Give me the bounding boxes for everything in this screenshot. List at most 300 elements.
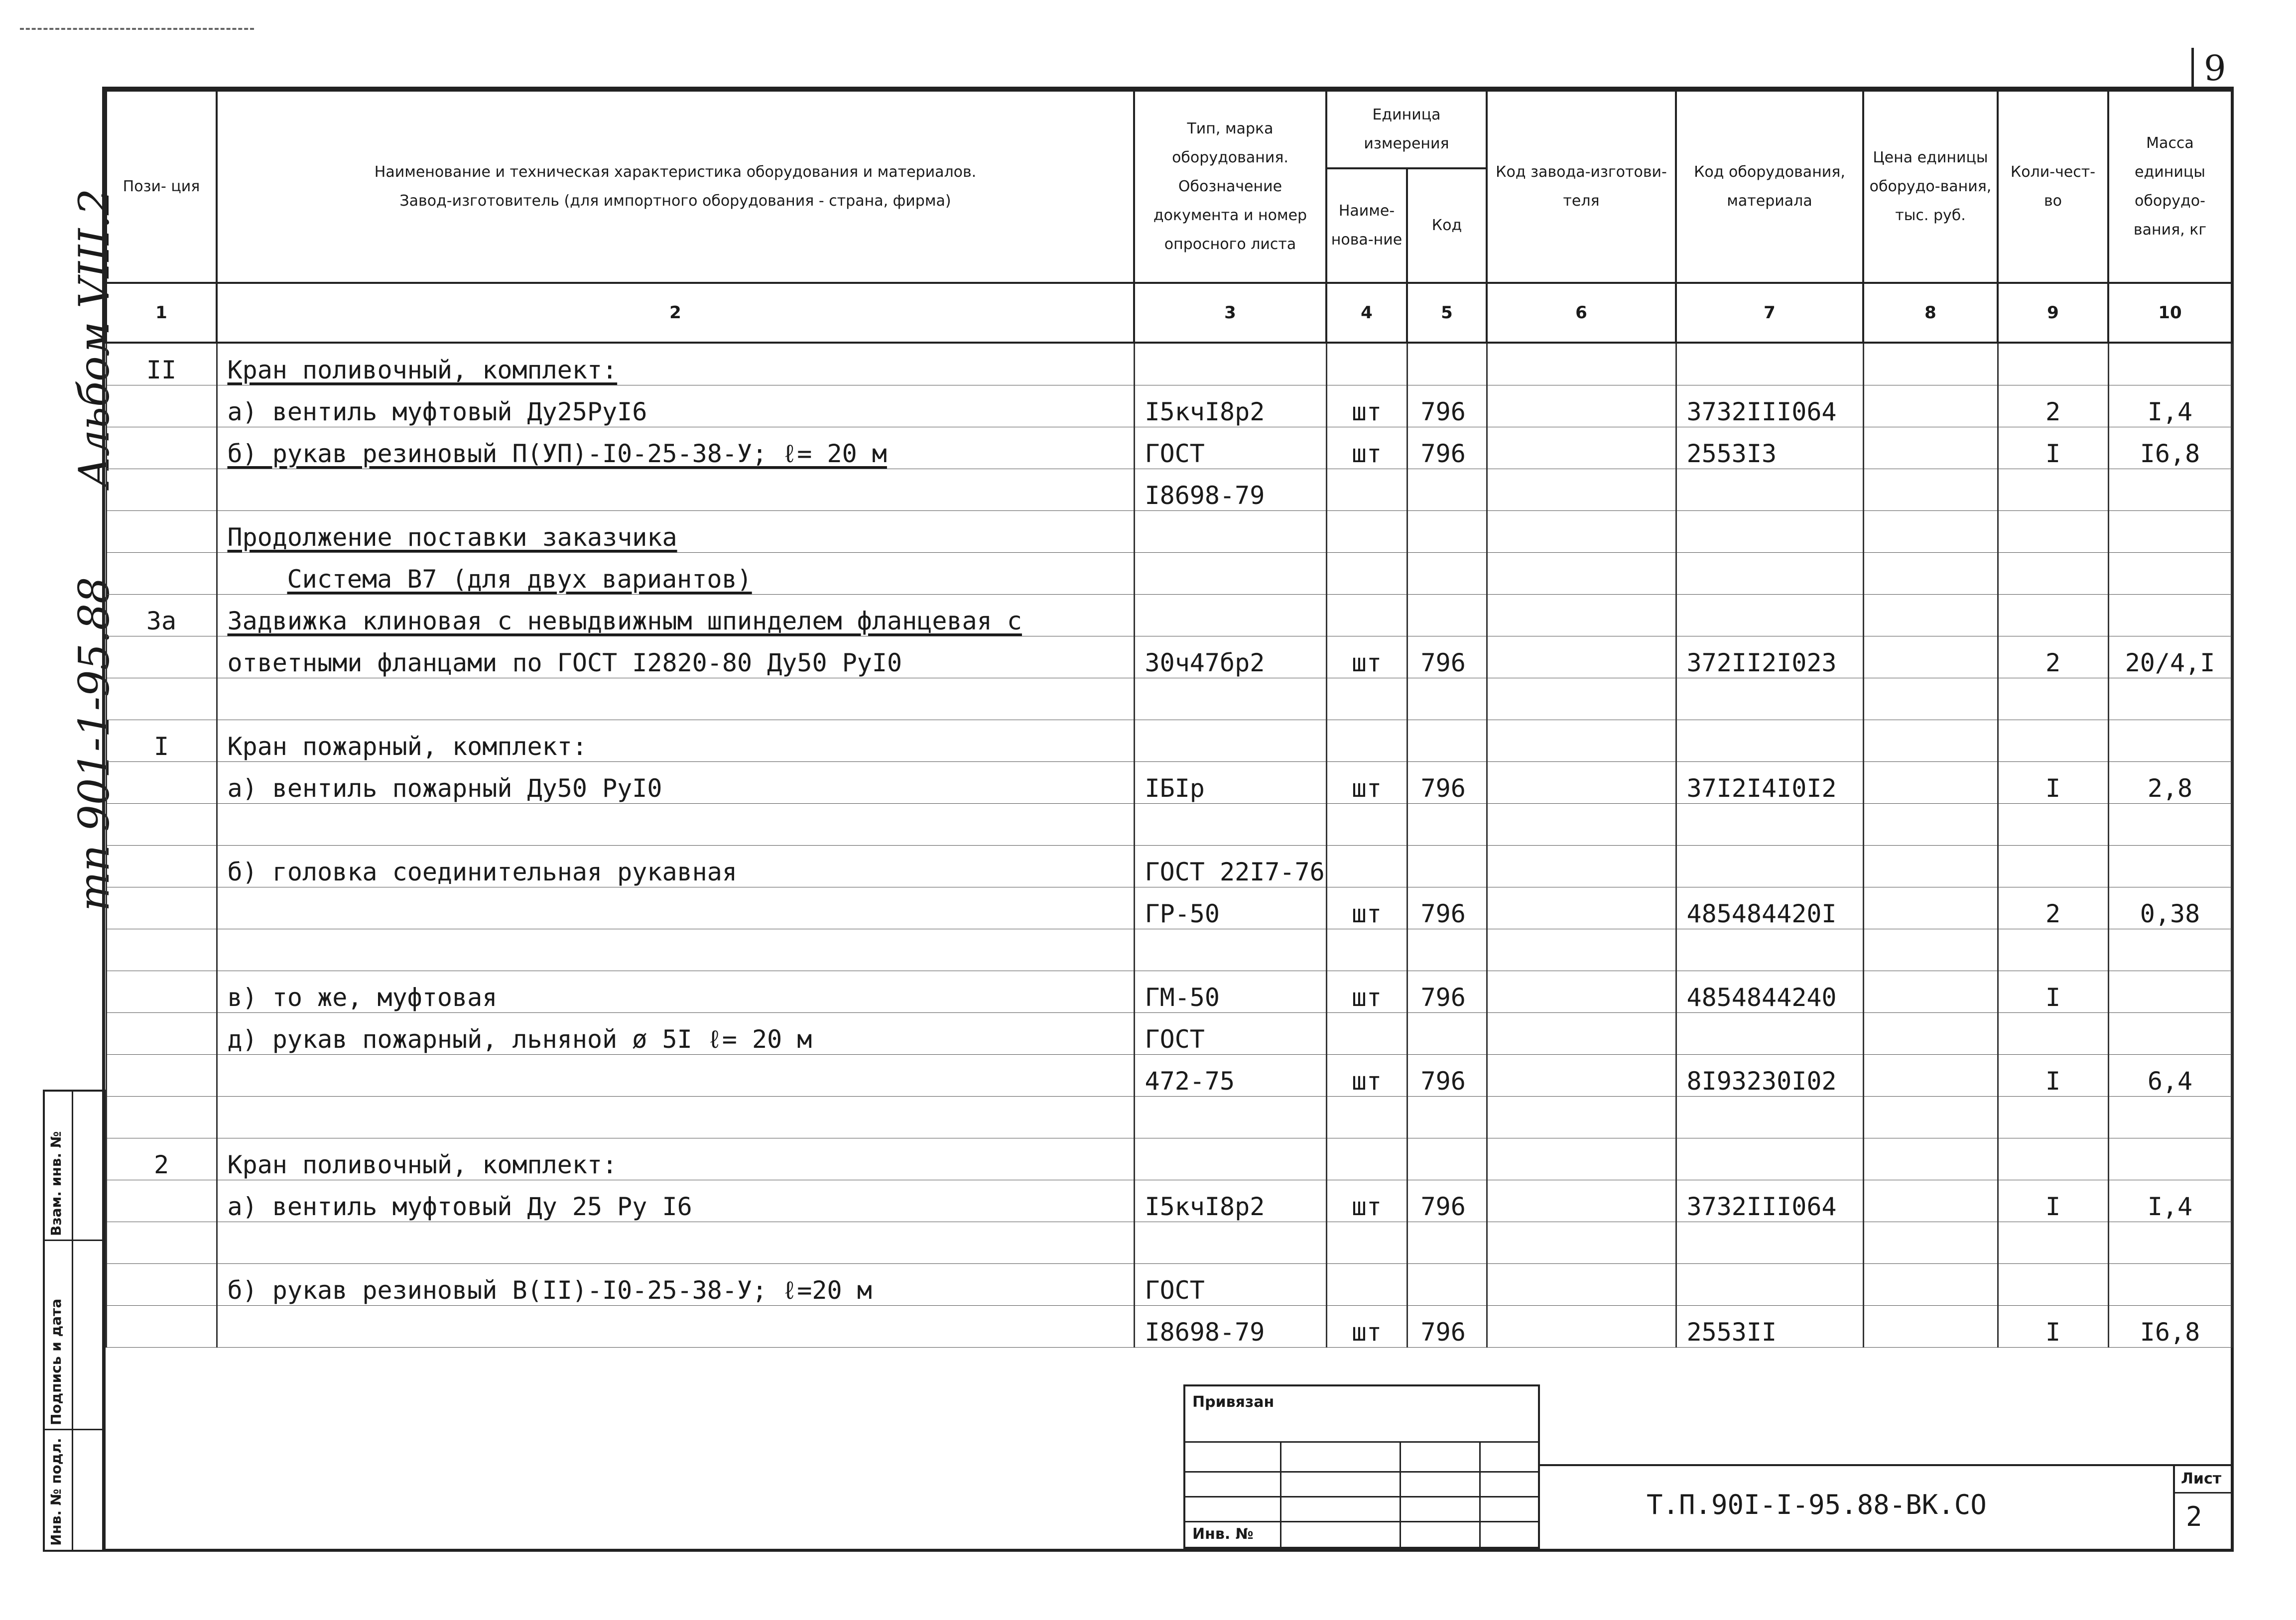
sheet-number: 2 (2186, 1501, 2202, 1532)
row-position (106, 846, 217, 887)
row-unit: шт (1326, 427, 1407, 469)
table-row (106, 1264, 2232, 1306)
row-equipment-code (1676, 1097, 1863, 1138)
row-unit: шт (1326, 1055, 1407, 1097)
column-number: 8 (1863, 283, 1998, 343)
row-price (1863, 929, 1998, 971)
row-equipment-code: 8I93230I02 (1676, 1055, 1863, 1097)
title-block (1183, 1384, 2231, 1552)
row-unit: шт (1326, 971, 1407, 1013)
row-factory-code (1487, 887, 1676, 929)
row-equipment-code (1676, 553, 1863, 595)
row-mass (2108, 511, 2232, 553)
column-number: 9 (1998, 283, 2108, 343)
table-row (106, 720, 2232, 762)
row-name (217, 1055, 1134, 1097)
column-number: 6 (1487, 283, 1676, 343)
row-quantity: 2 (1998, 385, 2108, 427)
header-price: Цена единицы оборудо-вания, тыс. руб. (1863, 91, 1998, 283)
column-number: 1 (106, 283, 217, 343)
table-row (106, 553, 2232, 595)
row-position (106, 887, 217, 929)
row-unit-code (1407, 678, 1487, 720)
row-mass (2108, 595, 2232, 636)
row-price (1863, 343, 1998, 385)
row-unit (1326, 1013, 1407, 1055)
column-number: 5 (1407, 283, 1487, 343)
row-price (1863, 1097, 1998, 1138)
row-type: I5кчI8р2 (1134, 385, 1326, 427)
row-price (1863, 469, 1998, 511)
row-quantity (1998, 846, 2108, 887)
row-name: ответными фланцами по ГОСТ I2820-80 Ду50 РуI0 (217, 636, 1134, 678)
row-type (1134, 595, 1326, 636)
table-row (106, 469, 2232, 511)
row-position (106, 804, 217, 846)
row-unit-code (1407, 1222, 1487, 1264)
row-factory-code (1487, 762, 1676, 804)
row-type (1134, 553, 1326, 595)
header-factory-code: Код завода-изготови-теля (1487, 91, 1676, 283)
table-row (106, 846, 2232, 887)
row-unit (1326, 678, 1407, 720)
row-price (1863, 971, 1998, 1013)
row-name: а) вентиль пожарный Ду50 РуI0 (217, 762, 1134, 804)
row-price (1863, 511, 1998, 553)
privyazan-label: Привязан (1192, 1393, 1275, 1411)
row-unit-code: 796 (1407, 971, 1487, 1013)
row-unit (1326, 553, 1407, 595)
table-row (106, 929, 2232, 971)
row-factory-code (1487, 553, 1676, 595)
row-unit-code (1407, 343, 1487, 385)
row-unit (1326, 846, 1407, 887)
row-type: ГОСТ (1134, 1264, 1326, 1306)
row-quantity (1998, 929, 2108, 971)
row-mass: I6,8 (2108, 1306, 2232, 1348)
row-mass: 20/4,I (2108, 636, 2232, 678)
row-equipment-code: 372II2I023 (1676, 636, 1863, 678)
row-unit: шт (1326, 887, 1407, 929)
row-quantity (1998, 1013, 2108, 1055)
row-position (106, 1013, 217, 1055)
row-equipment-code: 3732III064 (1676, 385, 1863, 427)
row-unit-code (1407, 929, 1487, 971)
row-unit: шт (1326, 636, 1407, 678)
row-name: а) вентиль муфтовый Ду 25 Ру I6 (217, 1180, 1134, 1222)
row-unit: шт (1326, 1306, 1407, 1348)
row-quantity (1998, 595, 2108, 636)
header-unit-name: Наиме-нова-ние (1326, 168, 1407, 283)
table-row (106, 511, 2232, 553)
table-row (106, 678, 2232, 720)
row-type: ГМ-50 (1134, 971, 1326, 1013)
row-name (217, 678, 1134, 720)
table-header-row (106, 91, 2232, 168)
row-quantity: I (1998, 971, 2108, 1013)
row-equipment-code (1676, 678, 1863, 720)
row-type: 30ч47бр2 (1134, 636, 1326, 678)
row-name: б) рукав резиновый В(II)-I0-25-38-У; ℓ=20 м (217, 1264, 1134, 1306)
row-name-text: Кран поливочный, комплект: (227, 356, 618, 384)
row-type: ГОСТ 22I7-76 (1134, 846, 1326, 887)
row-price (1863, 427, 1998, 469)
row-mass (2108, 720, 2232, 762)
row-position (106, 469, 217, 511)
row-price (1863, 1180, 1998, 1222)
row-name (217, 1306, 1134, 1348)
row-position (106, 553, 217, 595)
row-position (106, 1264, 217, 1306)
row-factory-code (1487, 343, 1676, 385)
row-name: в) то же, муфтовая (217, 971, 1134, 1013)
row-equipment-code (1676, 720, 1863, 762)
row-price (1863, 1138, 1998, 1180)
row-type (1134, 678, 1326, 720)
row-name (217, 1222, 1134, 1264)
row-factory-code (1487, 1222, 1676, 1264)
row-equipment-code (1676, 1013, 1863, 1055)
row-unit (1326, 929, 1407, 971)
row-type: 472-75 (1134, 1055, 1326, 1097)
row-equipment-code (1676, 511, 1863, 553)
grid-line (1185, 1496, 1538, 1497)
row-name (217, 553, 1134, 595)
row-unit (1326, 511, 1407, 553)
row-position (106, 511, 217, 553)
row-equipment-code (1676, 1264, 1863, 1306)
row-unit (1326, 720, 1407, 762)
column-number: 3 (1134, 283, 1326, 343)
grid-line (1185, 1521, 1538, 1522)
table-row (106, 1180, 2232, 1222)
row-name: д) рукав пожарный, льняной ø 5I ℓ= 20 м (217, 1013, 1134, 1055)
row-name-text: Система В7 (для двух вариантов) (287, 565, 752, 594)
table-row (106, 636, 2232, 678)
row-type: ГОСТ (1134, 427, 1326, 469)
row-mass (2108, 971, 2232, 1013)
table-row (106, 1055, 2232, 1097)
row-name (217, 511, 1134, 553)
row-equipment-code (1676, 846, 1863, 887)
row-position (106, 1180, 217, 1222)
row-unit-code (1407, 1013, 1487, 1055)
strip-cell-sign-date (45, 1241, 104, 1430)
row-name-text: Продолжение поставки заказчика (227, 523, 677, 552)
header-type: Тип, марка оборудования. Обозначение документа и номер опросного листа (1134, 91, 1326, 283)
row-equipment-code: 4854844240 (1676, 971, 1863, 1013)
row-mass (2108, 678, 2232, 720)
row-price (1863, 553, 1998, 595)
row-mass: I,4 (2108, 1180, 2232, 1222)
row-factory-code (1487, 804, 1676, 846)
row-equipment-code (1676, 1138, 1863, 1180)
row-factory-code (1487, 636, 1676, 678)
page-number-box (2191, 48, 2234, 90)
row-position (106, 929, 217, 971)
row-name: Кран пожарный, комплект: (217, 720, 1134, 762)
row-factory-code (1487, 929, 1676, 971)
row-type: ГР-50 (1134, 887, 1326, 929)
table-row (106, 595, 2232, 636)
row-type: I8698-79 (1134, 1306, 1326, 1348)
row-position (106, 971, 217, 1013)
row-price (1863, 1013, 1998, 1055)
row-type (1134, 511, 1326, 553)
row-mass (2108, 804, 2232, 846)
row-name (217, 343, 1134, 385)
row-unit-code (1407, 553, 1487, 595)
row-mass (2108, 553, 2232, 595)
row-position (106, 636, 217, 678)
row-position (106, 678, 217, 720)
row-factory-code (1487, 1013, 1676, 1055)
row-position (106, 385, 217, 427)
privyazan-box (1183, 1384, 1540, 1549)
row-position: II (106, 343, 217, 385)
row-price (1863, 1306, 1998, 1348)
row-unit (1326, 343, 1407, 385)
row-factory-code (1487, 1055, 1676, 1097)
row-unit (1326, 1138, 1407, 1180)
row-price (1863, 678, 1998, 720)
page-number: 9 (2204, 48, 2226, 89)
row-unit (1326, 1097, 1407, 1138)
row-unit (1326, 804, 1407, 846)
row-unit-code: 796 (1407, 1306, 1487, 1348)
row-type (1134, 343, 1326, 385)
table-row (106, 804, 2232, 846)
row-position (106, 1097, 217, 1138)
row-mass (2108, 1222, 2232, 1264)
row-mass (2108, 343, 2232, 385)
row-factory-code (1487, 385, 1676, 427)
row-price (1863, 887, 1998, 929)
album-label: Альбом VIII.2 (70, 188, 119, 488)
row-unit (1326, 1222, 1407, 1264)
table-row (106, 1013, 2232, 1055)
inv-number-label: Инв. № (1192, 1525, 1254, 1543)
header-name-line2: Завод-изготовитель (для импортного оборудования - страна, фирма) (399, 192, 951, 210)
row-quantity (1998, 511, 2108, 553)
header-name (217, 91, 1134, 283)
table-row (106, 971, 2232, 1013)
row-equipment-code (1676, 595, 1863, 636)
row-name (217, 887, 1134, 929)
row-factory-code (1487, 846, 1676, 887)
row-unit-code: 796 (1407, 887, 1487, 929)
row-factory-code (1487, 469, 1676, 511)
row-equipment-code: 3732III064 (1676, 1180, 1863, 1222)
strip-label-sign-date: Подпись и дата (48, 1298, 64, 1425)
row-position (106, 1055, 217, 1097)
row-price (1863, 636, 1998, 678)
project-code-vertical: тп 901-1-95.88 (70, 577, 119, 911)
row-equipment-code: 2553II (1676, 1306, 1863, 1348)
row-position (106, 1222, 217, 1264)
row-position: I (106, 720, 217, 762)
row-unit: шт (1326, 385, 1407, 427)
row-quantity: I (1998, 762, 2108, 804)
row-quantity: 2 (1998, 636, 2108, 678)
row-quantity (1998, 804, 2108, 846)
row-name (217, 427, 1134, 469)
row-position: 2 (106, 1138, 217, 1180)
row-unit-code (1407, 804, 1487, 846)
table-row (106, 887, 2232, 929)
scan-artifact-line (20, 28, 254, 30)
header-unit-group: Единица измерения (1326, 91, 1487, 168)
row-factory-code (1487, 1138, 1676, 1180)
row-type: I5кчI8р2 (1134, 1180, 1326, 1222)
table-row (106, 762, 2232, 804)
row-factory-code (1487, 971, 1676, 1013)
table-row (106, 1097, 2232, 1138)
row-type (1134, 720, 1326, 762)
row-price (1863, 1222, 1998, 1264)
table-row (106, 427, 2232, 469)
specification-table (105, 90, 2233, 1348)
header-equipment-code: Код оборудования, материала (1676, 91, 1863, 283)
row-mass (2108, 1013, 2232, 1055)
row-price (1863, 1264, 1998, 1306)
strip-cell-inv-replace (45, 1092, 104, 1241)
row-name-text: б) рукав резиновый П(УП)-I0-25-38-У; ℓ= 20 м (227, 439, 887, 468)
grid-line (1479, 1441, 1481, 1547)
row-quantity (1998, 343, 2108, 385)
row-equipment-code (1676, 343, 1863, 385)
row-price (1863, 846, 1998, 887)
table-row (106, 385, 2232, 427)
row-type (1134, 1097, 1326, 1138)
row-unit-code (1407, 469, 1487, 511)
row-price (1863, 720, 1998, 762)
row-mass (2108, 469, 2232, 511)
row-unit-code (1407, 1097, 1487, 1138)
strip-label-inv-replace: Взам. инв. № (48, 1131, 64, 1236)
row-factory-code (1487, 1306, 1676, 1348)
row-quantity: I (1998, 1055, 2108, 1097)
header-mass: Масса единицы оборудо-вания, кг (2108, 91, 2232, 283)
row-type: ГОСТ (1134, 1013, 1326, 1055)
side-stamp-strip (43, 1090, 106, 1552)
column-number: 2 (217, 283, 1134, 343)
row-factory-code (1487, 1097, 1676, 1138)
row-position (106, 427, 217, 469)
row-mass (2108, 929, 2232, 971)
row-position (106, 1306, 217, 1348)
row-quantity: I (1998, 1180, 2108, 1222)
header-quantity: Коли-чест-во (1998, 91, 2108, 283)
row-factory-code (1487, 595, 1676, 636)
row-quantity: 2 (1998, 887, 2108, 929)
row-mass: 2,8 (2108, 762, 2232, 804)
row-mass (2108, 1138, 2232, 1180)
row-name: Кран поливочный, комплект: (217, 1138, 1134, 1180)
row-name: б) головка соединительная рукавная (217, 846, 1134, 887)
row-factory-code (1487, 1264, 1676, 1306)
sheet-divider (2175, 1492, 2231, 1494)
column-number: 10 (2108, 283, 2232, 343)
row-name (217, 929, 1134, 971)
table-row (106, 343, 2232, 385)
column-number-row (106, 283, 2232, 343)
row-unit-code (1407, 1138, 1487, 1180)
row-mass: I6,8 (2108, 427, 2232, 469)
row-unit-code: 796 (1407, 427, 1487, 469)
row-unit (1326, 1264, 1407, 1306)
row-unit-code (1407, 595, 1487, 636)
row-unit-code: 796 (1407, 762, 1487, 804)
row-position (106, 762, 217, 804)
row-price (1863, 762, 1998, 804)
table-row (106, 1138, 2232, 1180)
title-block-line (1540, 1464, 2231, 1466)
row-unit-code: 796 (1407, 636, 1487, 678)
grid-line (1400, 1441, 1401, 1547)
row-quantity (1998, 1222, 2108, 1264)
row-unit-code (1407, 1264, 1487, 1306)
document-code: Т.П.90I-I-95.88-ВК.СО (1647, 1489, 1987, 1520)
row-unit-code (1407, 511, 1487, 553)
row-unit: шт (1326, 1180, 1407, 1222)
row-name (217, 595, 1134, 636)
row-price (1863, 595, 1998, 636)
row-quantity (1998, 1264, 2108, 1306)
row-price (1863, 1055, 1998, 1097)
row-equipment-code (1676, 804, 1863, 846)
table-body (106, 343, 2232, 1348)
column-number: 7 (1676, 283, 1863, 343)
row-equipment-code (1676, 469, 1863, 511)
row-type (1134, 1138, 1326, 1180)
row-name (217, 804, 1134, 846)
row-type: I8698-79 (1134, 469, 1326, 511)
grid-line (1185, 1441, 1538, 1443)
row-unit-code (1407, 720, 1487, 762)
strip-cell-inv-orig (45, 1430, 104, 1550)
row-name (217, 469, 1134, 511)
row-unit-code: 796 (1407, 1180, 1487, 1222)
sheet-label: Лист (2181, 1470, 2222, 1488)
row-quantity (1998, 1097, 2108, 1138)
row-mass (2108, 1264, 2232, 1306)
table-row (106, 1222, 2232, 1264)
row-price (1863, 804, 1998, 846)
row-equipment-code (1676, 929, 1863, 971)
row-factory-code (1487, 511, 1676, 553)
grid-line (1280, 1441, 1281, 1547)
row-type: IБIр (1134, 762, 1326, 804)
row-factory-code (1487, 427, 1676, 469)
row-unit-code: 796 (1407, 385, 1487, 427)
header-unit-code: Код (1407, 168, 1487, 283)
row-equipment-code: 485484420I (1676, 887, 1863, 929)
row-quantity (1998, 720, 2108, 762)
row-unit-code (1407, 846, 1487, 887)
row-name: а) вентиль муфтовый Ду25РуI6 (217, 385, 1134, 427)
table-row (106, 1306, 2232, 1348)
header-position: Пози- ция (106, 91, 217, 283)
row-quantity (1998, 469, 2108, 511)
row-factory-code (1487, 1180, 1676, 1222)
row-equipment-code: 2553I3 (1676, 427, 1863, 469)
row-position: 3а (106, 595, 217, 636)
row-price (1863, 385, 1998, 427)
row-mass: I,4 (2108, 385, 2232, 427)
row-quantity (1998, 678, 2108, 720)
row-mass: 0,38 (2108, 887, 2232, 929)
